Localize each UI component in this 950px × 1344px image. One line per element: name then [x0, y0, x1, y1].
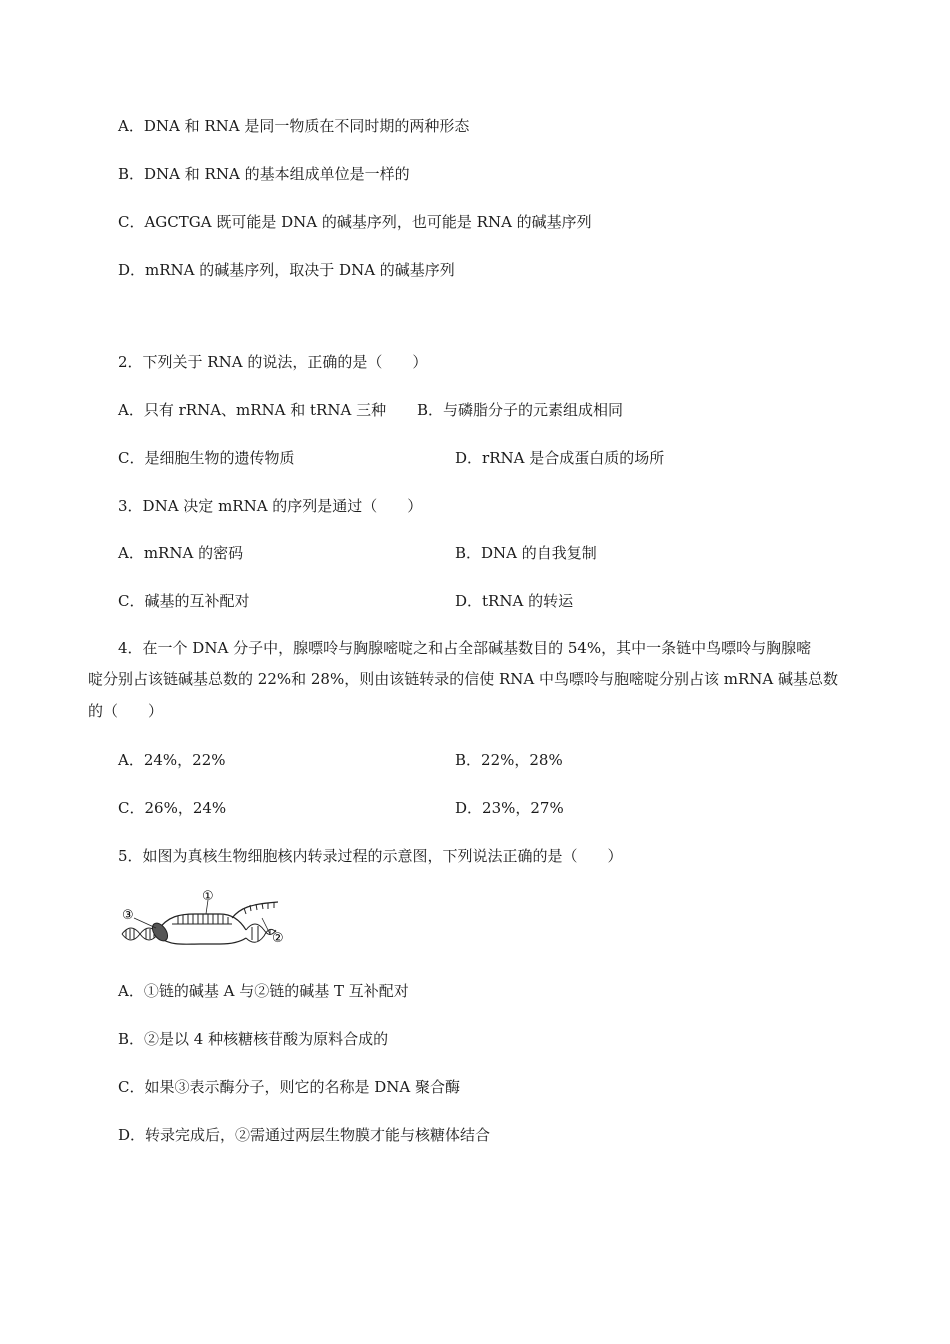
- q5-option-b: B．②是以 4 种核糖核苷酸为原料合成的: [118, 1030, 389, 1048]
- enzyme-ellipse: [149, 920, 170, 943]
- label-two: ②: [272, 931, 284, 946]
- q3-stem: 3．DNA 决定 mRNA 的序列是通过（ ）: [118, 497, 423, 515]
- q2-option-a: A．只有 rRNA、mRNA 和 tRNA 三种: [118, 401, 387, 419]
- q3-option-d: D．tRNA 的转运: [455, 592, 574, 610]
- q5-option-c: C．如果③表示酶分子，则它的名称是 DNA 聚合酶: [118, 1078, 460, 1096]
- q4-stem-line2: 啶分别占该链碱基总数的 22%和 28%，则由该链转录的信使 RNA 中鸟嘌呤与胞嘧啶分别占该 mRNA 碱基总数: [88, 670, 839, 688]
- label-three: ③: [122, 908, 134, 923]
- mrna-strand: [232, 902, 278, 918]
- q5-option-d: D．转录完成后，②需通过两层生物膜才能与核糖体结合: [118, 1126, 491, 1144]
- q4-option-b: B．22%，28%: [455, 751, 563, 769]
- q5-option-a: A．①链的碱基 A 与②链的碱基 T 互补配对: [118, 982, 409, 1000]
- label-one: ①: [202, 889, 214, 904]
- q4-option-c: C．26%，24%: [118, 799, 227, 817]
- transcription-diagram: [120, 888, 290, 946]
- q1-option-c: C．AGCTGA 既可能是 DNA 的碱基序列，也可能是 RNA 的碱基序列: [118, 213, 592, 231]
- q1-option-d: D．mRNA 的碱基序列，取决于 DNA 的碱基序列: [118, 261, 455, 279]
- q1-option-a: A．DNA 和 RNA 是同一物质在不同时期的两种形态: [118, 117, 470, 135]
- dna-strand-lower: [160, 938, 246, 944]
- q4-stem-line3: 的（ ）: [88, 702, 164, 720]
- q3-option-c: C．碱基的互补配对: [118, 592, 250, 610]
- q4-stem-line1: 4．在一个 DNA 分子中，腺嘌呤与胸腺嘧啶之和占全部碱基数目的 54%，其中一条链中鸟嘌呤与胸腺嘧: [118, 639, 812, 657]
- q2-option-b: B．与磷脂分子的元素组成相同: [417, 401, 624, 419]
- q4-option-a: A．24%，22%: [118, 751, 226, 769]
- q2-option-d: D．rRNA 是合成蛋白质的场所: [455, 449, 665, 467]
- q5-stem: 5．如图为真核生物细胞核内转录过程的示意图，下列说法正确的是（ ）: [118, 847, 623, 865]
- q2-option-c: C．是细胞生物的遗传物质: [118, 449, 295, 467]
- q1-option-b: B．DNA 和 RNA 的基本组成单位是一样的: [118, 165, 410, 183]
- q4-option-d: D．23%，27%: [455, 799, 564, 817]
- q2-stem: 2．下列关于 RNA 的说法，正确的是（ ）: [118, 353, 428, 371]
- q3-option-a: A．mRNA 的密码: [118, 544, 244, 562]
- strand-one-bases: [178, 914, 228, 924]
- q3-option-b: B．DNA 的自我复制: [455, 544, 597, 562]
